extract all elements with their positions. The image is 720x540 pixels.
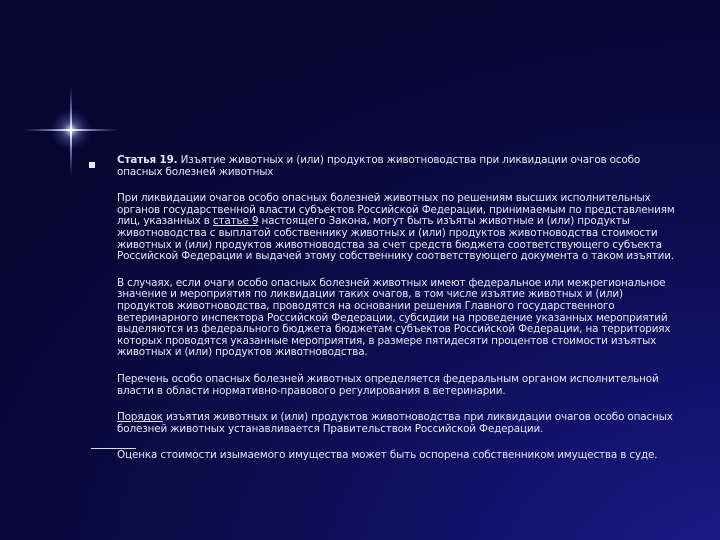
paragraph-1: [117, 193, 677, 263]
article-title: Изъятие животных и (или) продуктов животноводства при ликвидации очагов особо опасных болезней животных: [117, 154, 641, 178]
paragraph-1-text-a: При ликвидации очагов особо опасных болезней животных по решениям высших исполнительных органов государственной власти субъектов Российской Федерации, принимаемым по представлениям лиц, указанных в: [117, 192, 675, 228]
article-text: [117, 155, 677, 477]
article-heading: [117, 155, 677, 178]
paragraph-3: Перечень особо опасных болезней животных определяется федеральным органом исполнительной власти в области нормативно-правового регулирования в ветеринарии.: [117, 372, 659, 397]
list-bullet: [89, 162, 95, 168]
article-9-link[interactable]: статье 9: [212, 215, 259, 228]
underline-rule: [91, 448, 136, 449]
paragraph-1-text-b: настоящего Закона, могут быть изъяты животные и (или) продукты животноводства с выплатой собственнику животных и (или) продуктов животноводства стоимости животных и (или) продуктов животноводства за счет средств бюджета соответствующего субъекта Российской Федерации и выдачей этому собственнику соответствующего документа о таком изъятии.: [117, 215, 674, 263]
paragraph-5: Оценка стоимости изымаемого имущества может быть оспорена собственником имущества в суде.: [117, 449, 658, 462]
paragraph-2: В случаях, если очаги особо опасных болезней животных имеют федеральное или межрегиональное значение и мероприятия по ликвидации таких очагов, в том числе изъятие животных и (или) продуктов животноводства, проводятся на основании решения Главного государственного ветеринарного инспектора Российской Федерации, субсидии на проведение указанных мероприятий выделяются из федерального бюджета бюджетам субъектов Российской Федерации, на территориях которых проводятся указанные мероприятия, в размере пятидесяти процентов стоимости изъятых животных и (или) продуктов животноводства.: [117, 276, 671, 359]
paragraph-4: [117, 412, 677, 435]
article-number: Статья 19.: [117, 154, 178, 166]
procedure-link[interactable]: Порядок: [117, 411, 163, 424]
paragraph-4-text: изъятия животных и (или) продуктов животноводства при ликвидации очагов особо опасных болезней животных устанавливается Правительством Российской Федерации.: [117, 411, 673, 435]
